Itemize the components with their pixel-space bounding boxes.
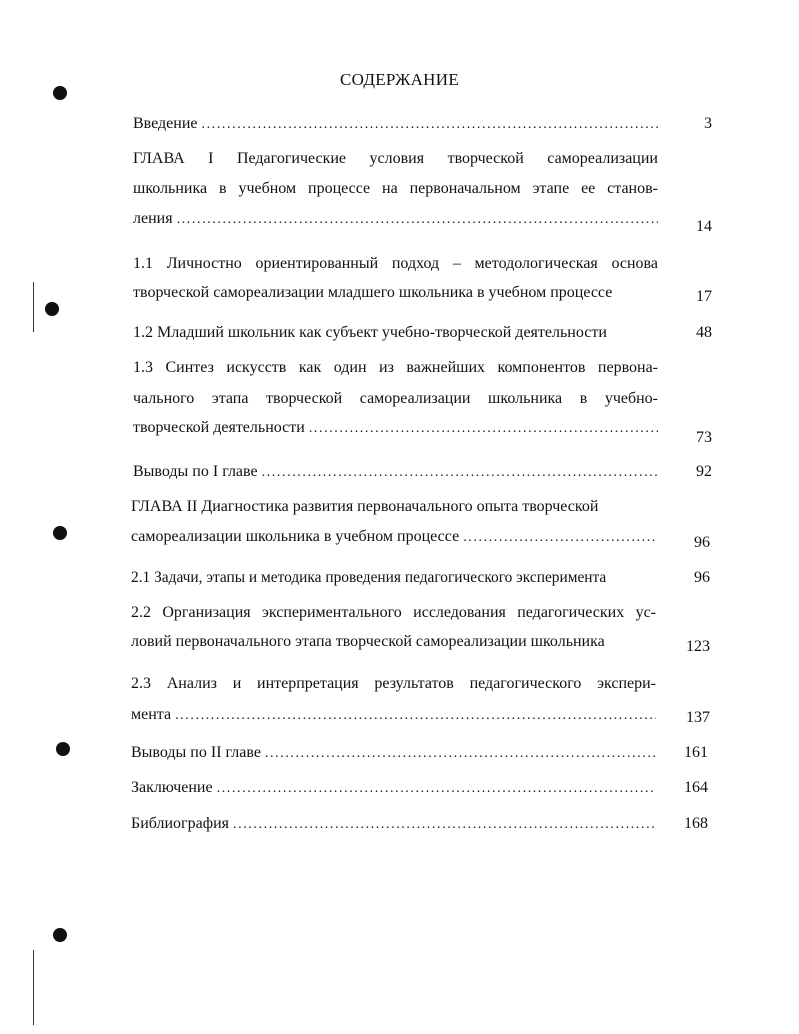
dot-leader [463,529,656,547]
toc-entry-text: самореализации школьника в учебном процессе [131,528,460,545]
toc-line: ловий первоначального этапа творческой самореализации школьника [131,633,605,650]
punch-hole [56,742,70,756]
toc-page-number: 96 [694,569,710,586]
dot-leader [177,211,658,229]
toc-page-number: 96 [694,534,710,551]
toc-line [133,419,658,438]
dot-leader [202,116,659,134]
toc-page-number: 48 [696,324,712,341]
toc-entry-text: Выводы по II главе [131,744,261,761]
dot-leader [233,816,656,834]
toc-page-number: 73 [696,429,712,446]
toc-line: школьника в учебном процессе на первоначальном этапе ее станов- [133,180,658,197]
punch-hole [45,302,59,316]
toc-line: чального этапа творческой самореализации школьника в учебно- [133,390,658,407]
page-title: СОДЕРЖАНИЕ [339,70,460,89]
toc-line: 1.3 Синтез искусств как один из важнейших компонентов первона- [133,359,658,376]
toc-line [131,744,656,763]
toc-page-number: 137 [686,709,710,726]
toc-line: творческой самореализации младшего школьника в учебном процессе [133,284,613,301]
toc-line: ГЛАВА I Педагогические условия творческой самореализации [133,150,658,167]
toc-line [133,115,658,134]
toc-page-number: 14 [696,218,712,235]
dot-leader [175,707,656,725]
toc-line: ГЛАВА II Диагностика развития первоначального опыта творческой [131,498,599,515]
toc-entry-text: Введение [133,115,198,132]
toc-entry-text: творческой деятельности [133,419,305,436]
toc-entry-text: ления [133,210,173,227]
toc-page-number: 123 [686,638,710,655]
toc-line: 1.2 Младший школьник как субъект учебно-творческой деятельности [133,324,607,341]
toc-page-number: 161 [684,744,708,761]
toc-entry-text: Выводы по I главе [133,463,258,480]
toc-line [133,210,658,229]
toc-line: 2.2 Организация экспериментального исследования педагогических ус- [131,604,656,621]
toc-page-number: 17 [696,288,712,305]
toc-line: 2.3 Анализ и интерпретация результатов педагогического экспери- [131,675,656,692]
punch-hole [53,526,67,540]
toc-line [131,779,656,798]
toc-entry-text: мента [131,706,172,723]
dot-leader [309,420,658,438]
toc-line: 1.1 Личностно ориентированный подход – методологическая основа [133,255,658,272]
toc-page-number: 3 [704,115,712,132]
page-edge-line [33,282,34,332]
toc-line [133,463,658,482]
toc-entry-text: Библиография [131,815,229,832]
dot-leader [217,780,656,798]
page-edge-line [33,950,34,1025]
toc-line [131,706,656,725]
toc-page-number: 164 [684,779,708,796]
toc-entry-text: Заключение [131,779,213,796]
toc-page-number: 168 [684,815,708,832]
dot-leader [265,745,656,763]
toc-line [131,528,656,547]
dot-leader [262,464,658,482]
toc-line [131,815,656,834]
punch-hole [53,928,67,942]
toc-line: 2.1 Задачи, этапы и методика проведения педагогического эксперимента [131,569,607,586]
toc-page-number: 92 [696,463,712,480]
